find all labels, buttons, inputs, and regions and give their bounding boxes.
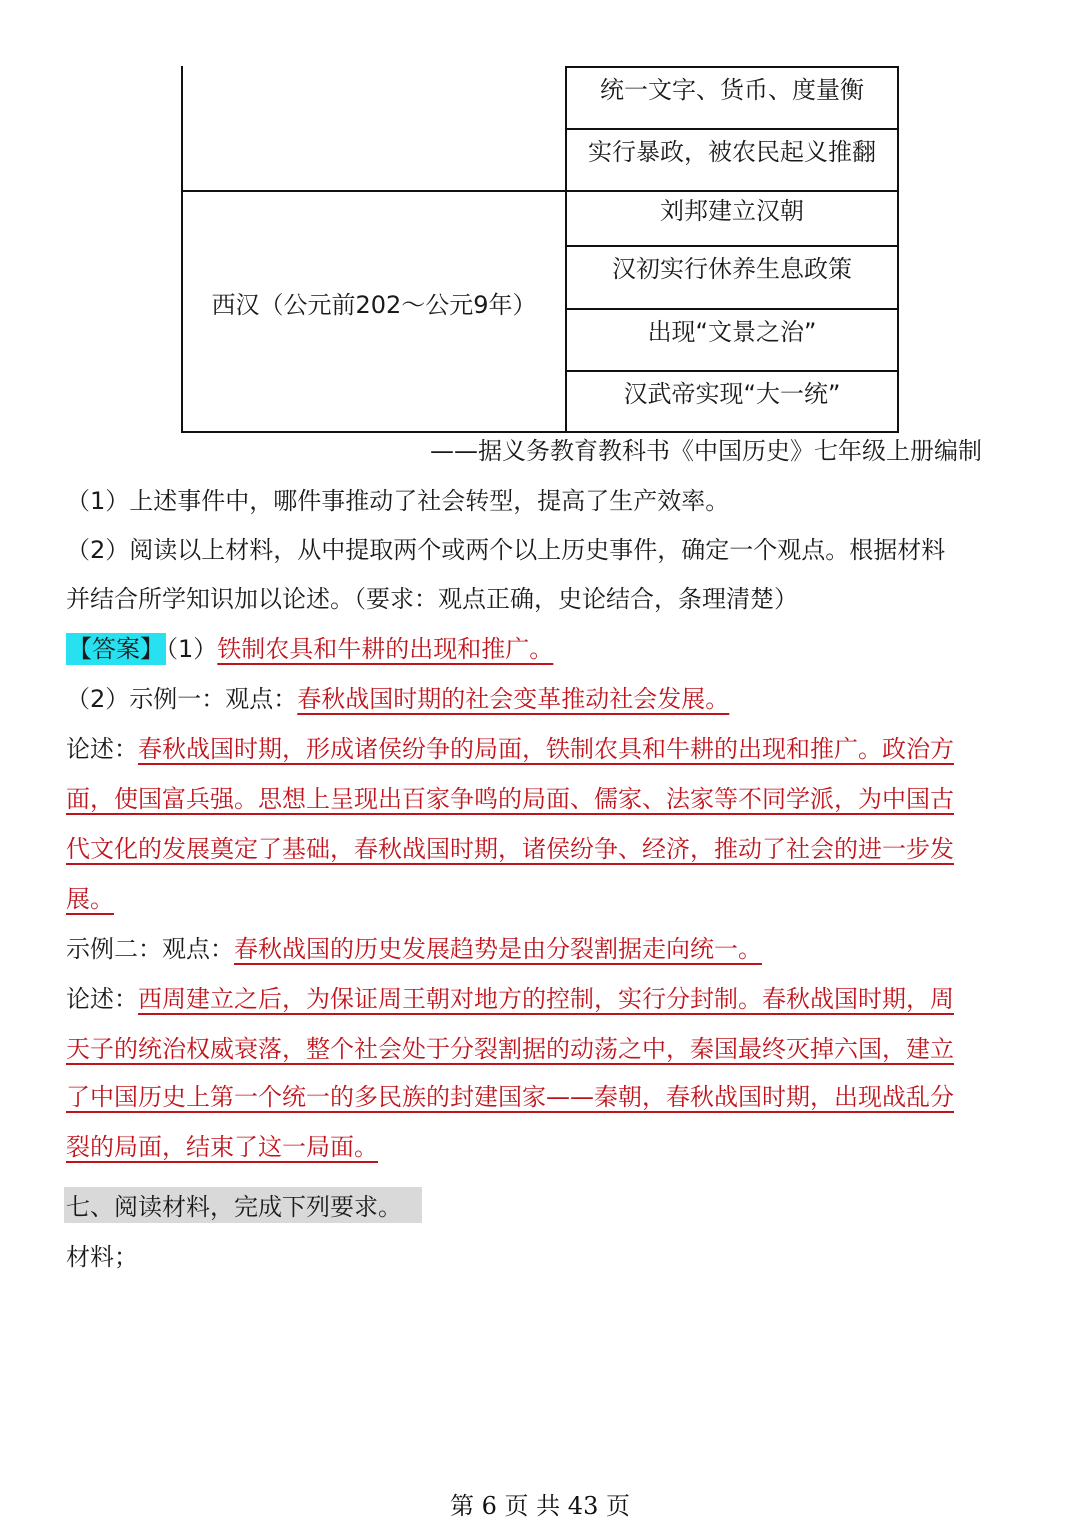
- question-2-line-2: 并结合所学知识加以论述。（要求：观点正确，史论结合，条理清楚）: [66, 585, 798, 613]
- example-1-argument-line-1: [66, 734, 954, 764]
- table-cell: 汉初实行休养生息政策: [612, 255, 852, 283]
- answer-2-view-line: [66, 684, 729, 714]
- table-period-label: 西汉（公元前202～公元9年）: [211, 291, 537, 319]
- page-footer: 第 6 页 共 43 页: [450, 1492, 630, 1520]
- table-cell: 汉武帝实现“大一统”: [623, 380, 841, 408]
- material-label: 材料；: [66, 1243, 138, 1271]
- answer-tag: 【答案】: [68, 635, 164, 663]
- example-1-argument-line-3: 代文化的发展奠定了基础，春秋战国时期，诸侯纷争、经济，推动了社会的进一步发: [66, 835, 954, 863]
- example-2-prefix: 示例二：观点：: [66, 935, 234, 963]
- example-2-argument-line-3: 了中国历史上第一个统一的多民族的封建国家——秦朝，春秋战国时期，出现战乱分: [66, 1083, 954, 1111]
- table-cell: 实行暴政，被农民起义推翻: [588, 138, 876, 166]
- example-2-view: 春秋战国的历史发展趋势是由分裂割据走向统一。: [234, 935, 762, 963]
- argument-label: 论述：: [66, 735, 138, 763]
- question-1: （1）上述事件中，哪件事推动了社会转型，提高了生产效率。: [66, 487, 730, 515]
- example-2-text: 西周建立之后，为保证周王朝对地方的控制，实行分封制。春秋战国时期，周: [138, 985, 954, 1013]
- question-2-line-1: （2）阅读以上材料，从中提取两个或两个以上历史事件，确定一个观点。根据材料: [66, 536, 946, 564]
- example-2-argument-line-4: 裂的局面，结束了这一局面。: [66, 1133, 378, 1161]
- answer-1-prefix: （1）: [166, 635, 218, 663]
- answer-2-view: 春秋战国时期的社会变革推动社会发展。: [297, 685, 730, 713]
- answer-1-line: [66, 634, 553, 664]
- source-citation: ——据义务教育教科书《中国历史》七年级上册编制: [430, 437, 982, 465]
- table-cell: 统一文字、货币、度量衡: [600, 76, 864, 104]
- table-cell: 出现“文景之治”: [647, 318, 817, 346]
- argument-label: 论述：: [66, 985, 138, 1013]
- answer-2-prefix: （2）示例一：观点：: [66, 685, 298, 713]
- section-7-title: 七、阅读材料，完成下列要求。: [66, 1193, 402, 1221]
- example-1-text: 春秋战国时期，形成诸侯纷争的局面，铁制农具和牛耕的出现和推广。政治方: [138, 735, 954, 763]
- example-2-argument-line-1: [66, 984, 954, 1014]
- example-1-argument-line-2: 面，使国富兵强。思想上呈现出百家争鸣的局面、儒家、法家等不同学派，为中国古: [66, 785, 954, 813]
- example-2-view-line: [66, 934, 762, 964]
- example-2-argument-line-2: 天子的统治权威衰落，整个社会处于分裂割据的动荡之中，秦国最终灭掉六国，建立: [66, 1035, 954, 1063]
- example-1-argument-line-4: 展。: [66, 885, 114, 913]
- answer-1-text: 铁制农具和牛耕的出现和推广。: [217, 635, 554, 663]
- table-cell: 刘邦建立汉朝: [660, 197, 804, 225]
